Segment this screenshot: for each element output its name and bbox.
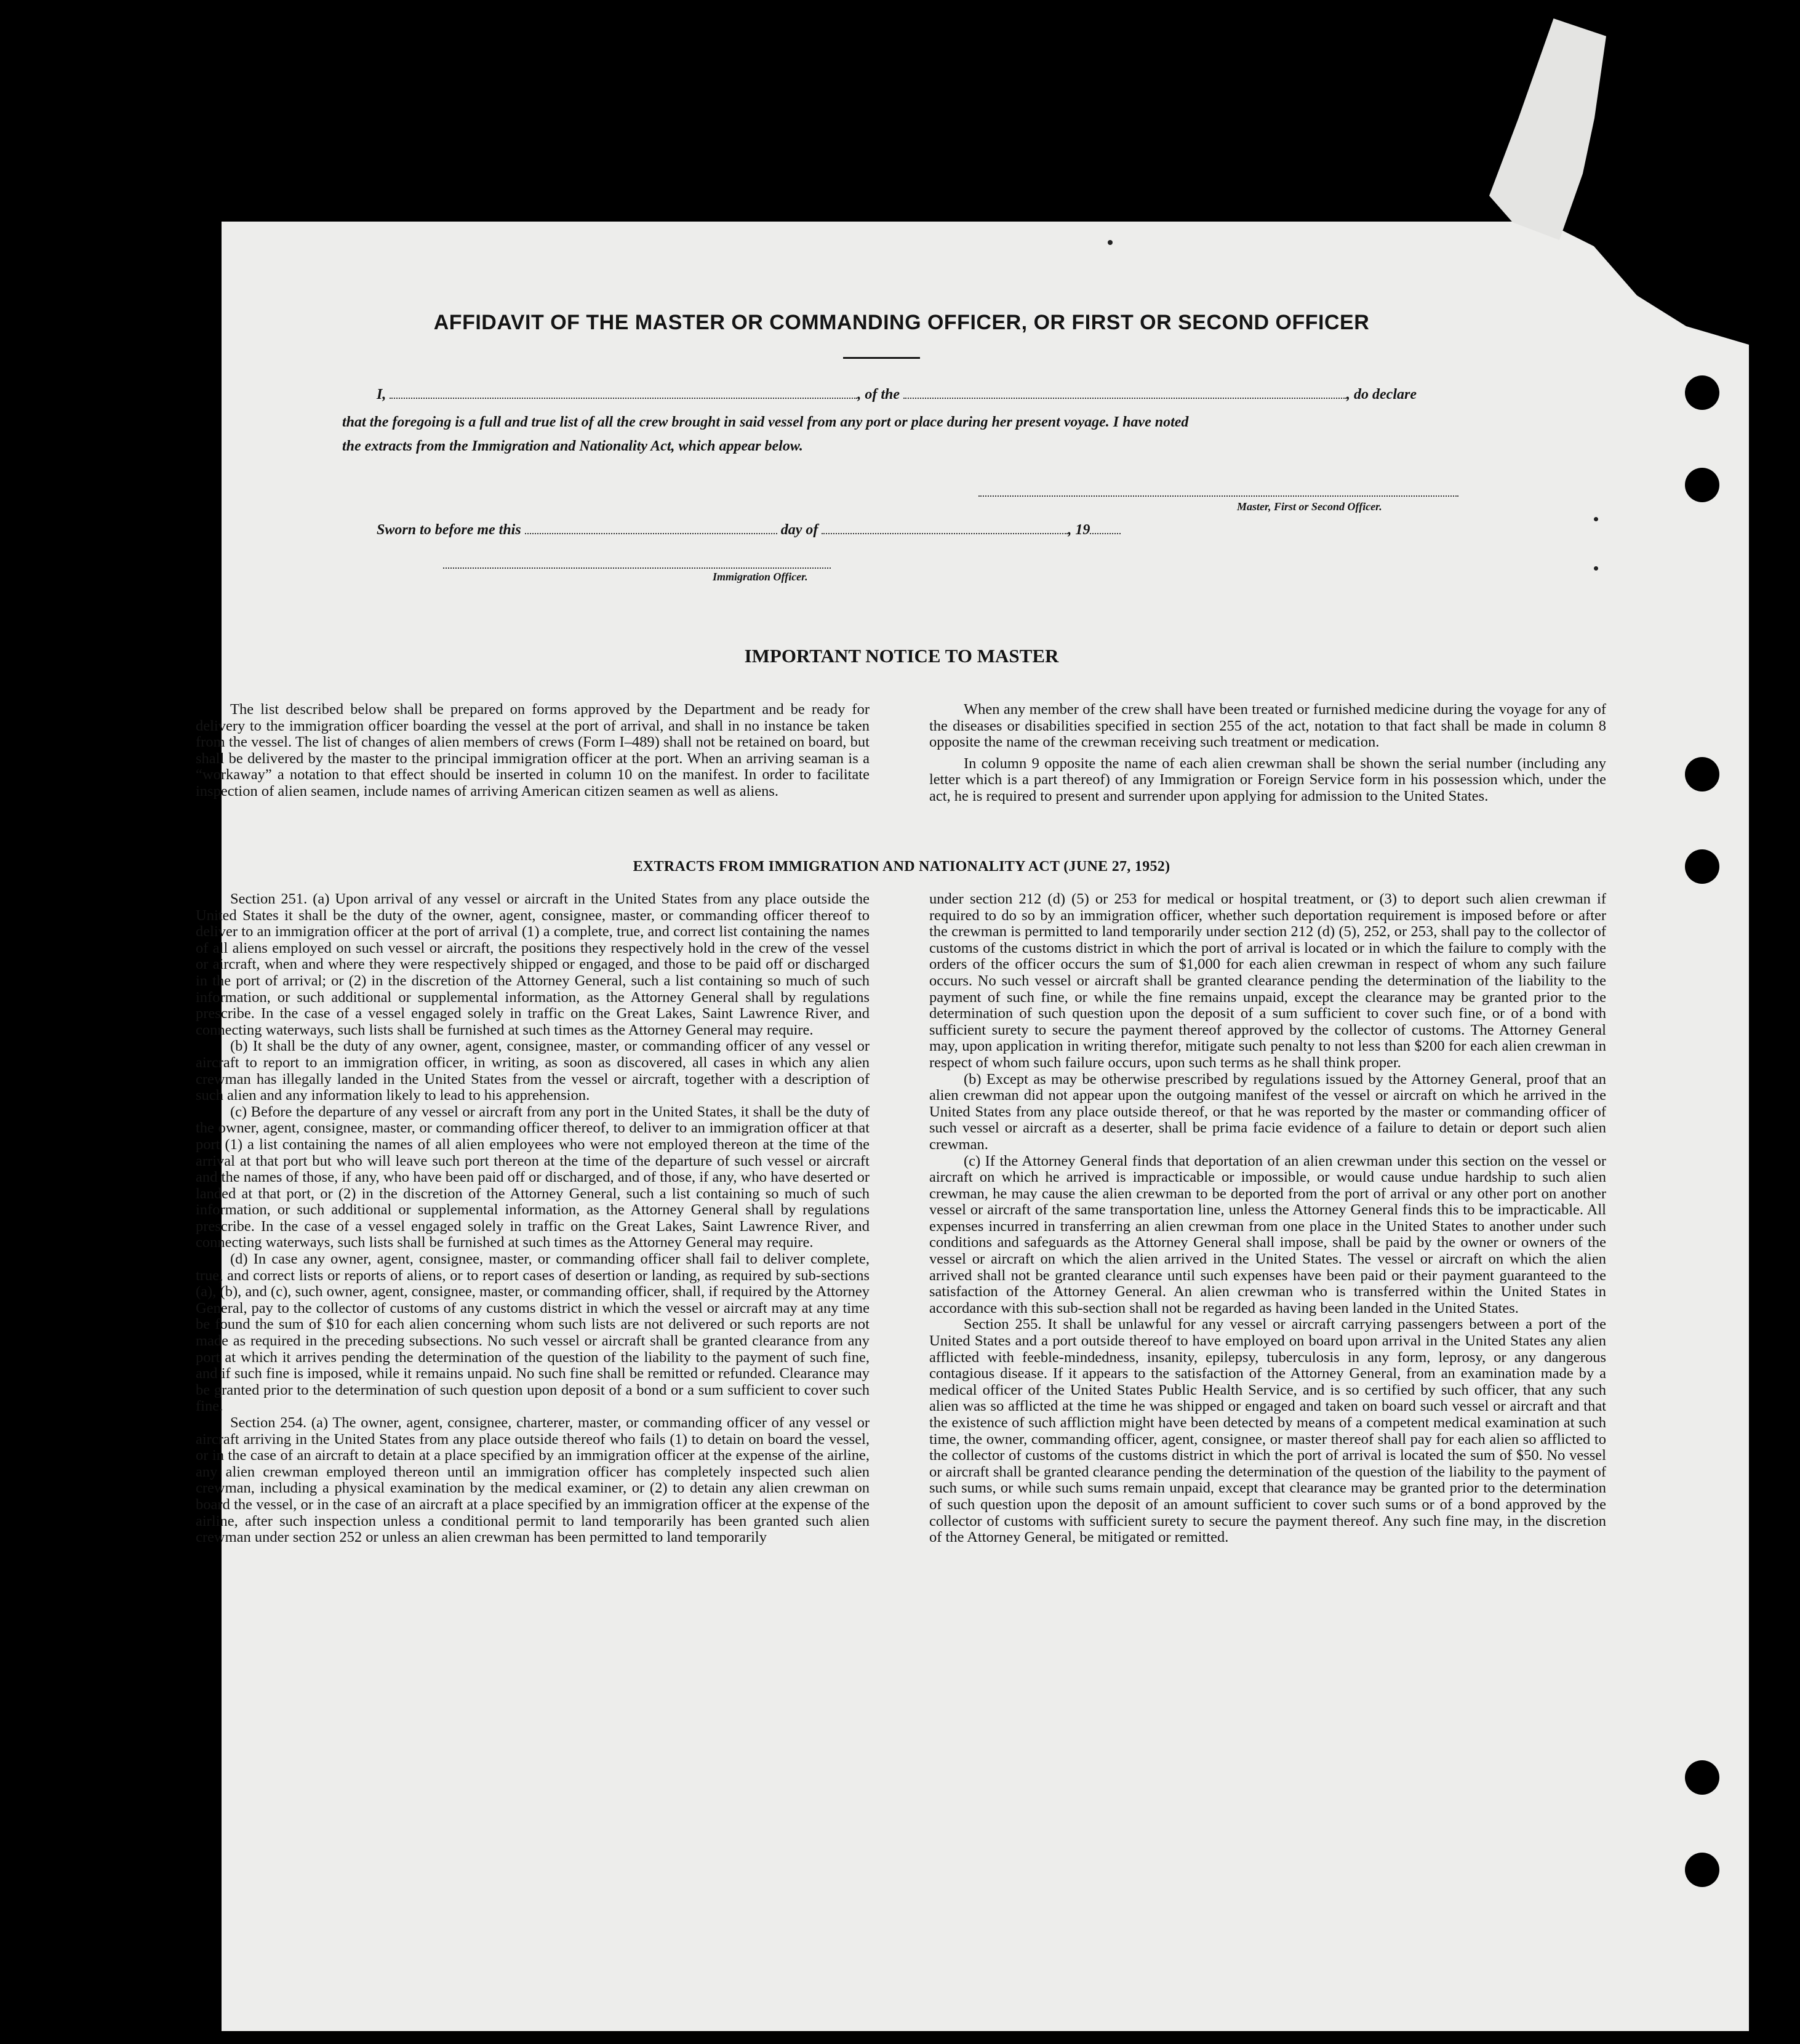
year-prefix: , 19 bbox=[1068, 522, 1090, 538]
notice-right-paragraph-1: When any member of the crew shall have been treated or furnished medicine during the voyage for any of the diseases or disabilities specified in section 255 of the act, notation to that fact shall be made in column 8 opposite the name of the crewman receiving such treatment or medication. bbox=[929, 701, 1606, 750]
ink-speck bbox=[1108, 240, 1113, 245]
section-251-a: Section 251. (a) Upon arrival of any vessel or aircraft in the United States from any place outside the United States it shall be the duty of the owner, agent, consignee, master, or commanding officer thereof to deliver to an immigration officer at the port of arrival (1) a complete, true, and correct list containing the names of all aliens employed on such vessel or aircraft, the positions they respectively hold in the crew of the vessel or aircraft, when and where they were respectively shipped or engaged, and those to be paid off or discharged in the port of arrival; or (2) in the discretion of the Attorney General, such a list containing so much of such information, or such additional or supplemental information, as the Attorney General shall by regulations prescribe. In the case of a vessel engaged solely in traffic on the Great Lakes, Saint Lawrence River, and connecting waterways, such lists shall be furnished at such times as the Attorney General may require. bbox=[196, 891, 870, 1038]
extracts-right-column bbox=[929, 891, 1606, 1546]
declaration-line-1 bbox=[377, 387, 1417, 403]
binder-hole bbox=[1685, 849, 1719, 884]
sworn-date-field[interactable] bbox=[525, 522, 777, 534]
sworn-month-field[interactable] bbox=[822, 522, 1068, 534]
binder-hole bbox=[1685, 468, 1719, 502]
vessel-name-field[interactable] bbox=[903, 387, 1346, 399]
day-of-label: day of bbox=[780, 522, 818, 538]
notice-left-paragraph: The list described below shall be prepared on forms approved by the Department and be ready for delivery to the immigration officer boarding the vessel at the port of arrival, and shall in no instance be taken from the vessel. The list of changes of alien members of crews (Form I–489) shall not be retained on board, but shall be delivered by the master to the principal immigration officer at the port. When an arriving seaman is a “workaway” a notation to that effect should be inserted in column 10 on the manifest. In order to facilitate inspection of alien seamen, include names of arriving American citizen seamen as well as aliens. bbox=[196, 701, 870, 800]
section-254-b: (b) Except as may be otherwise prescribed by regulations issued by the Attorney General, proof that an alien crewman did not appear upon the outgoing manifest of the vessel or aircraft on which he arrived in the United States from any place outside thereof, or that he was reported by the master or commanding officer of such vessel or aircraft as a deserter, shall be prima facie evidence of a failure to detain or deport such alien crewman. bbox=[929, 1070, 1606, 1153]
declaration-line-2: that the foregoing is a full and true list of all the crew brought in said vessel from any port or place during her present voyage. I have noted bbox=[342, 414, 1189, 430]
notice-right-paragraph-block bbox=[929, 702, 1606, 804]
declarant-prefix: I, bbox=[377, 387, 386, 403]
declaration-line-3: the extracts from the Immigration and Nationality Act, which appear below. bbox=[342, 438, 803, 454]
declarant-name-field[interactable] bbox=[390, 387, 857, 399]
immigration-officer-label: Immigration Officer. bbox=[713, 571, 808, 583]
section-251-c: (c) Before the departure of any vessel or aircraft from any port in the United States, it shall be the duty of the owner, agent, consignee, master, or commanding officer thereof, to deliver to an immigration officer at that port (1) a list containing the names of all alien employees who were not employed thereon at the time of the arrival at that port but who will leave such port thereon at the time of the departure of such vessel or aircraft and the names of those, if any, who have been paid off or discharged, and of those, if any, who have deserted or landed at that port, or (2) in the discretion of the Attorney General, such a list containing so much of such information, or such additional or supplemental information, as the Attorney General shall by regulations prescribe. In the case of a vessel engaged solely in traffic on the Great Lakes, Saint Lawrence River, and connecting waterways, such lists shall be furnished at such times as the Attorney General may require. bbox=[196, 1103, 870, 1251]
extracts-heading: EXTRACTS FROM IMMIGRATION AND NATIONALITY ACT (JUNE 27, 1952) bbox=[633, 859, 1170, 875]
section-251-b: (b) It shall be the duty of any owner, agent, consignee, master, or commanding officer of any vessel or aircraft to report to an immigration officer, in writing, as soon as discovered, all cases in which any alien crewman has illegally landed in the United States from the vessel or aircraft, together with a description of such alien and any information likely to lead to his apprehension. bbox=[196, 1038, 870, 1104]
sworn-year-field[interactable] bbox=[1090, 522, 1121, 534]
binder-hole bbox=[1685, 1760, 1719, 1795]
affidavit-title: AFFIDAVIT OF THE MASTER OR COMMANDING OFFICER, OR FIRST OR SECOND OFFICER bbox=[433, 311, 1370, 334]
section-251-d: (d) In case any owner, agent, consignee, master, or commanding officer shall fail to deliver complete, true, and correct lists or reports of aliens, or to report cases of desertion or landing, as required by sub-sections (a), (b), and (c), such owner, agent, consignee, master, or commanding officer, shall, if required by the Attorney General, pay to the collector of customs of any customs district in which the vessel or aircraft may at any time be found the sum of $10 for each alien concerning whom such lists are not delivered or such reports are not made as required in the preceding subsections. No such vessel or aircraft shall be granted clearance from any port at which it arrives pending the determination of the question of the liability to the payment of such fine, and if such fine is imposed, while it remains unpaid. No such fine shall be remitted or refunded. Clearance may be granted prior to the determination of such question upon deposit of a bond or a sum sufficient to cover such fine. bbox=[196, 1251, 870, 1415]
section-254-a: Section 254. (a) The owner, agent, consignee, charterer, master, or commanding officer of any vessel or aircraft arriving in the United States from any place outside thereof who fails (1) to detain on board the vessel, or in the case of an aircraft to detain at a place specified by an immigration officer at the expense of the airline, any alien crewman employed thereon until an immigration officer has completely inspected such alien crewman, including a physical examination by the medical examiner, or (2) to detain any alien crewman on board the vessel, or in the case of an aircraft at a place specified by an immigration officer at the expense of the airline, after such inspection unless a conditional permit to land temporarily has been granted such alien crewman under section 252 or unless an alien crewman has been permitted to land temporarily bbox=[196, 1414, 870, 1546]
immigration-officer-signature-line[interactable] bbox=[443, 561, 831, 569]
do-declare-label: , do declare bbox=[1346, 387, 1417, 403]
binder-hole bbox=[1685, 375, 1719, 410]
ink-speck bbox=[1594, 566, 1598, 571]
sworn-line bbox=[377, 522, 1121, 539]
title-rule bbox=[843, 357, 920, 359]
notice-right-paragraph-2: In column 9 opposite the name of each alien crewman shall be shown the serial number (including any letter which is a part thereof) of any Immigration or Foreign Service form in his possession which, under the act, he is required to present and surrender upon applying for admission to the United States. bbox=[929, 755, 1606, 804]
binder-hole bbox=[1685, 757, 1719, 792]
ink-speck bbox=[1594, 517, 1598, 521]
master-signature-line[interactable] bbox=[978, 489, 1458, 497]
section-255: Section 255. It shall be unlawful for any vessel or aircraft carrying passengers between a port of the United States and a port outside thereof to have employed on board upon arrival in the United States any alien afflicted with feeble-mindedness, insanity, epilepsy, tuberculosis in any form, leprosy, or any dangerous contagious disease. If it appears to the satisfaction of the Attorney General, from an examination made by a medical officer of the United States Public Health Service, and is so certified by such officer, that any such alien was so afflicted at the time he was shipped or engaged and taken on board such vessel or aircraft and that the existence of such affliction might have been detected by means of a competent medical examination at such time, the owner, commanding officer, agent, consignee, or master thereof shall pay for each alien so afflicted to the collector of customs of the customs district in which the port of arrival is located the sum of $50. No vessel or aircraft shall be granted clearance pending the determination of the question of the liability to the payment of such sums, or while such sums remain unpaid, except that clearance may be granted prior to the determination of such question upon the deposit of an amount sufficient to cover such sums or of a bond approved by the collector of customs with sufficient surety to secure the payment thereof. Any such fine may, in the discretion of the Attorney General, be mitigated or remitted. bbox=[929, 1316, 1606, 1546]
binder-hole bbox=[1685, 1853, 1719, 1887]
sworn-prefix: Sworn to before me this bbox=[377, 522, 521, 538]
section-254-c: (c) If the Attorney General finds that deportation of an alien crewman under this section on the vessel or aircraft on which he arrived is impracticable or impossible, or would cause undue hardship to such alien crewman, he may cause the alien crewman to be deported from the port of arrival or any other port on another vessel or aircraft of the same transportation line, unless the Attorney General finds this to be impracticable. All expenses incurred in transferring an alien crewman from one place in the United States to another under such conditions and safeguards as the Attorney General shall impose, shall be paid by the owner or owners of the vessel or aircraft on which the alien arrived in the United States. The vessel or aircraft on which the alien arrived shall not be granted clearance until such expenses have been paid or their payment guaranteed to the satisfaction of the Attorney General. An alien crewman who is transferred within the United States in accordance with this sub-section shall not be regarded as having been landed in the United States. bbox=[929, 1152, 1606, 1317]
torn-corner bbox=[1489, 18, 1606, 240]
master-signature-label: Master, First or Second Officer. bbox=[1237, 500, 1382, 513]
extracts-left-column bbox=[196, 891, 870, 1546]
section-254-a-continued: under section 212 (d) (5) or 253 for medical or hospital treatment, or (3) to deport such alien crewman if required to do so by an immigration officer, whether such deportation requirement is imposed before or after the crewman is permitted to land temporarily under section 212 (d) (5), 252, or 253, shall pay to the collector of customs of the customs district in which the port of arrival is located or in which the failure to comply with the orders of the officer occurs the sum of $1,000 for each alien crewman in respect of whom any such failure occurs. No such vessel or aircraft shall be granted clearance pending the determination of the liability to the payment of such fine, or while the fine remains unpaid, except the clearance may be granted prior to the determination of such question upon the deposit of a sum sufficient to cover such fine, or of a bond with sufficient surety to secure the payment thereof approved by the collector of customs. The Attorney General may, upon application in writing therefor, mitigate such penalty to not less than $200 for each alien crewman in respect of whom such failure occurs, upon such terms as he shall think proper. bbox=[929, 891, 1606, 1071]
of-the-label: , of the bbox=[857, 387, 900, 403]
notice-heading: IMPORTANT NOTICE TO MASTER bbox=[744, 645, 1059, 667]
